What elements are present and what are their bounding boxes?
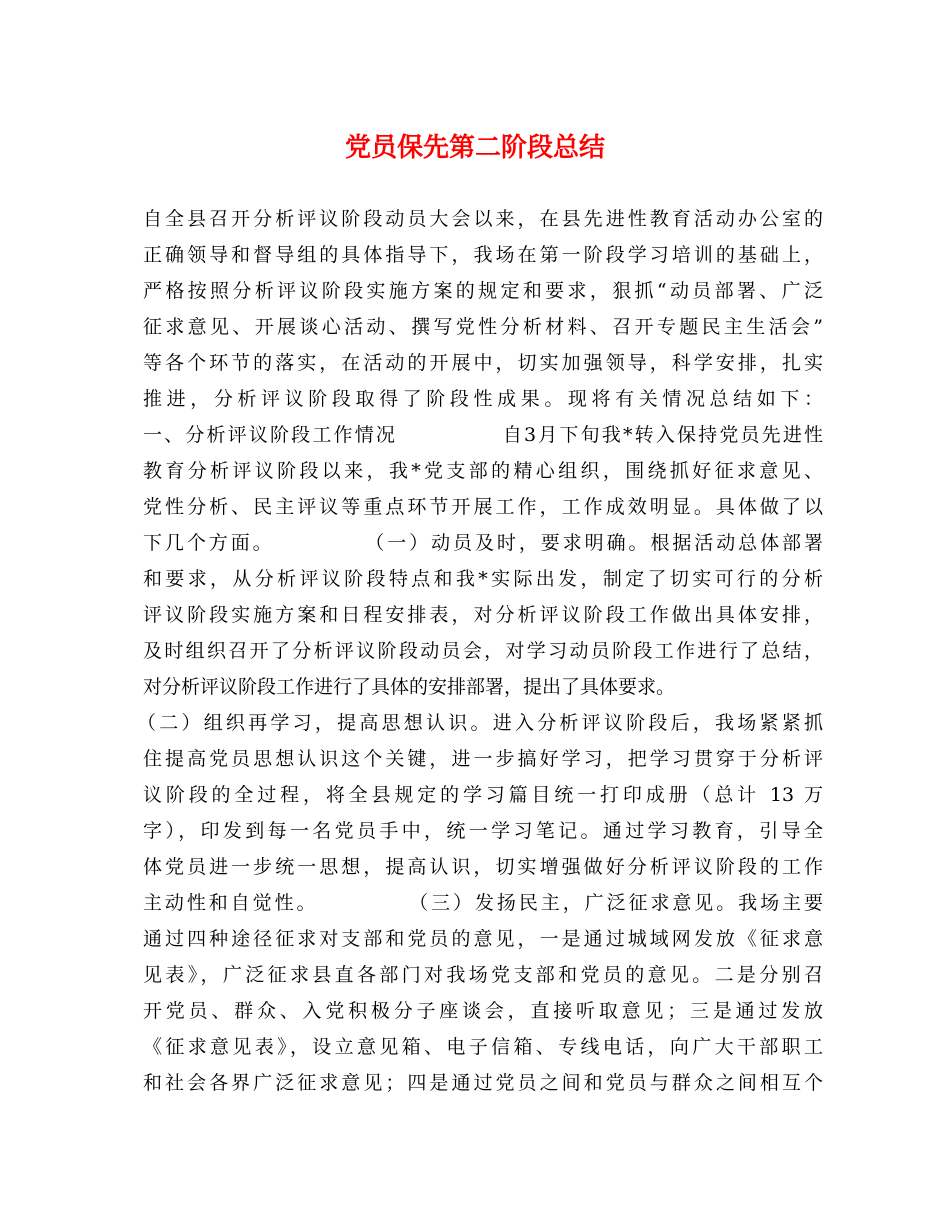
body-line: 征求意见、开展谈心活动、撰写党性分析材料、召开专题民主生活会” xyxy=(143,316,823,338)
body-line: 教育分析评议阶段以来，我*党支部的精心组织，围绕抓好征求意见、 xyxy=(143,460,823,482)
body-line: 党性分析、民主评议等重点环节开展工作，工作成效明显。具体做了以 xyxy=(143,496,823,518)
body-line: 字），印发到每一名党员手中，统一学习笔记。通过学习教育，引导全 xyxy=(143,820,823,842)
body-line: 等各个环节的落实，在活动的开展中，切实加强领导，科学安排，扎实 xyxy=(143,352,823,374)
body-line: 住提高党员思想认识这个关键，进一步搞好学习，把学习贯穿于分析评 xyxy=(143,748,823,770)
body-line: 开党员、群众、入党积极分子座谈会，直接听取意见；三是通过发放 xyxy=(143,1000,823,1022)
body-line: 和社会各界广泛征求意见；四是通过党员之间和党员与群众之间相互个 xyxy=(143,1072,823,1094)
body-line: 见表》，广泛征求县直各部门对我场党支部和党员的意见。二是分别召 xyxy=(143,964,823,986)
body-line: （二）组织再学习，提高思想认识。进入分析评议阶段后，我场紧紧抓 xyxy=(137,712,823,734)
body-line: 严格按照分析评议阶段实施方案的规定和要求，狠抓“动员部署、广泛 xyxy=(143,280,823,302)
body-line: 主动性和自觉性。 （三）发扬民主，广泛征求意见。我场主要 xyxy=(143,892,823,914)
body-line: 和要求，从分析评议阶段特点和我*实际出发，制定了切实可行的分析 xyxy=(143,568,823,590)
body-line: 正确领导和督导组的具体指导下，我场在第一阶段学习培训的基础上， xyxy=(143,244,823,266)
document-title: 党员保先第二阶段总结 xyxy=(344,133,605,163)
document-body xyxy=(137,201,823,1101)
body-line: 《征求意见表》，设立意见箱、电子信箱、专线电话，向广大干部职工 xyxy=(143,1036,823,1058)
body-line: 对分析评议阶段工作进行了具体的安排部署，提出了具体要求。 xyxy=(143,676,676,698)
body-line: 推进，分析评议阶段取得了阶段性成果。现将有关情况总结如下： xyxy=(143,388,823,410)
body-line: 自全县召开分析评议阶段动员大会以来，在县先进性教育活动办公室的 xyxy=(143,208,823,230)
body-line: 体党员进一步统一思想，提高认识，切实增强做好分析评议阶段的工作 xyxy=(143,856,823,878)
body-line: 议阶段的全过程，将全县规定的学习篇目统一打印成册（总计 13 万 xyxy=(143,784,823,806)
body-line: 下几个方面。 （一）动员及时，要求明确。根据活动总体部署 xyxy=(143,532,823,554)
body-line: 评议阶段实施方案和日程安排表，对分析评议阶段工作做出具体安排， xyxy=(143,604,823,626)
body-line: 及时组织召开了分析评议阶段动员会，对学习动员阶段工作进行了总结， xyxy=(143,640,823,662)
body-line: 通过四种途径征求对支部和党员的意见，一是通过城域网发放《征求意 xyxy=(143,928,823,950)
body-line: 一、分析评议阶段工作情况 自3月下旬我*转入保持党员先进性 xyxy=(143,424,823,446)
